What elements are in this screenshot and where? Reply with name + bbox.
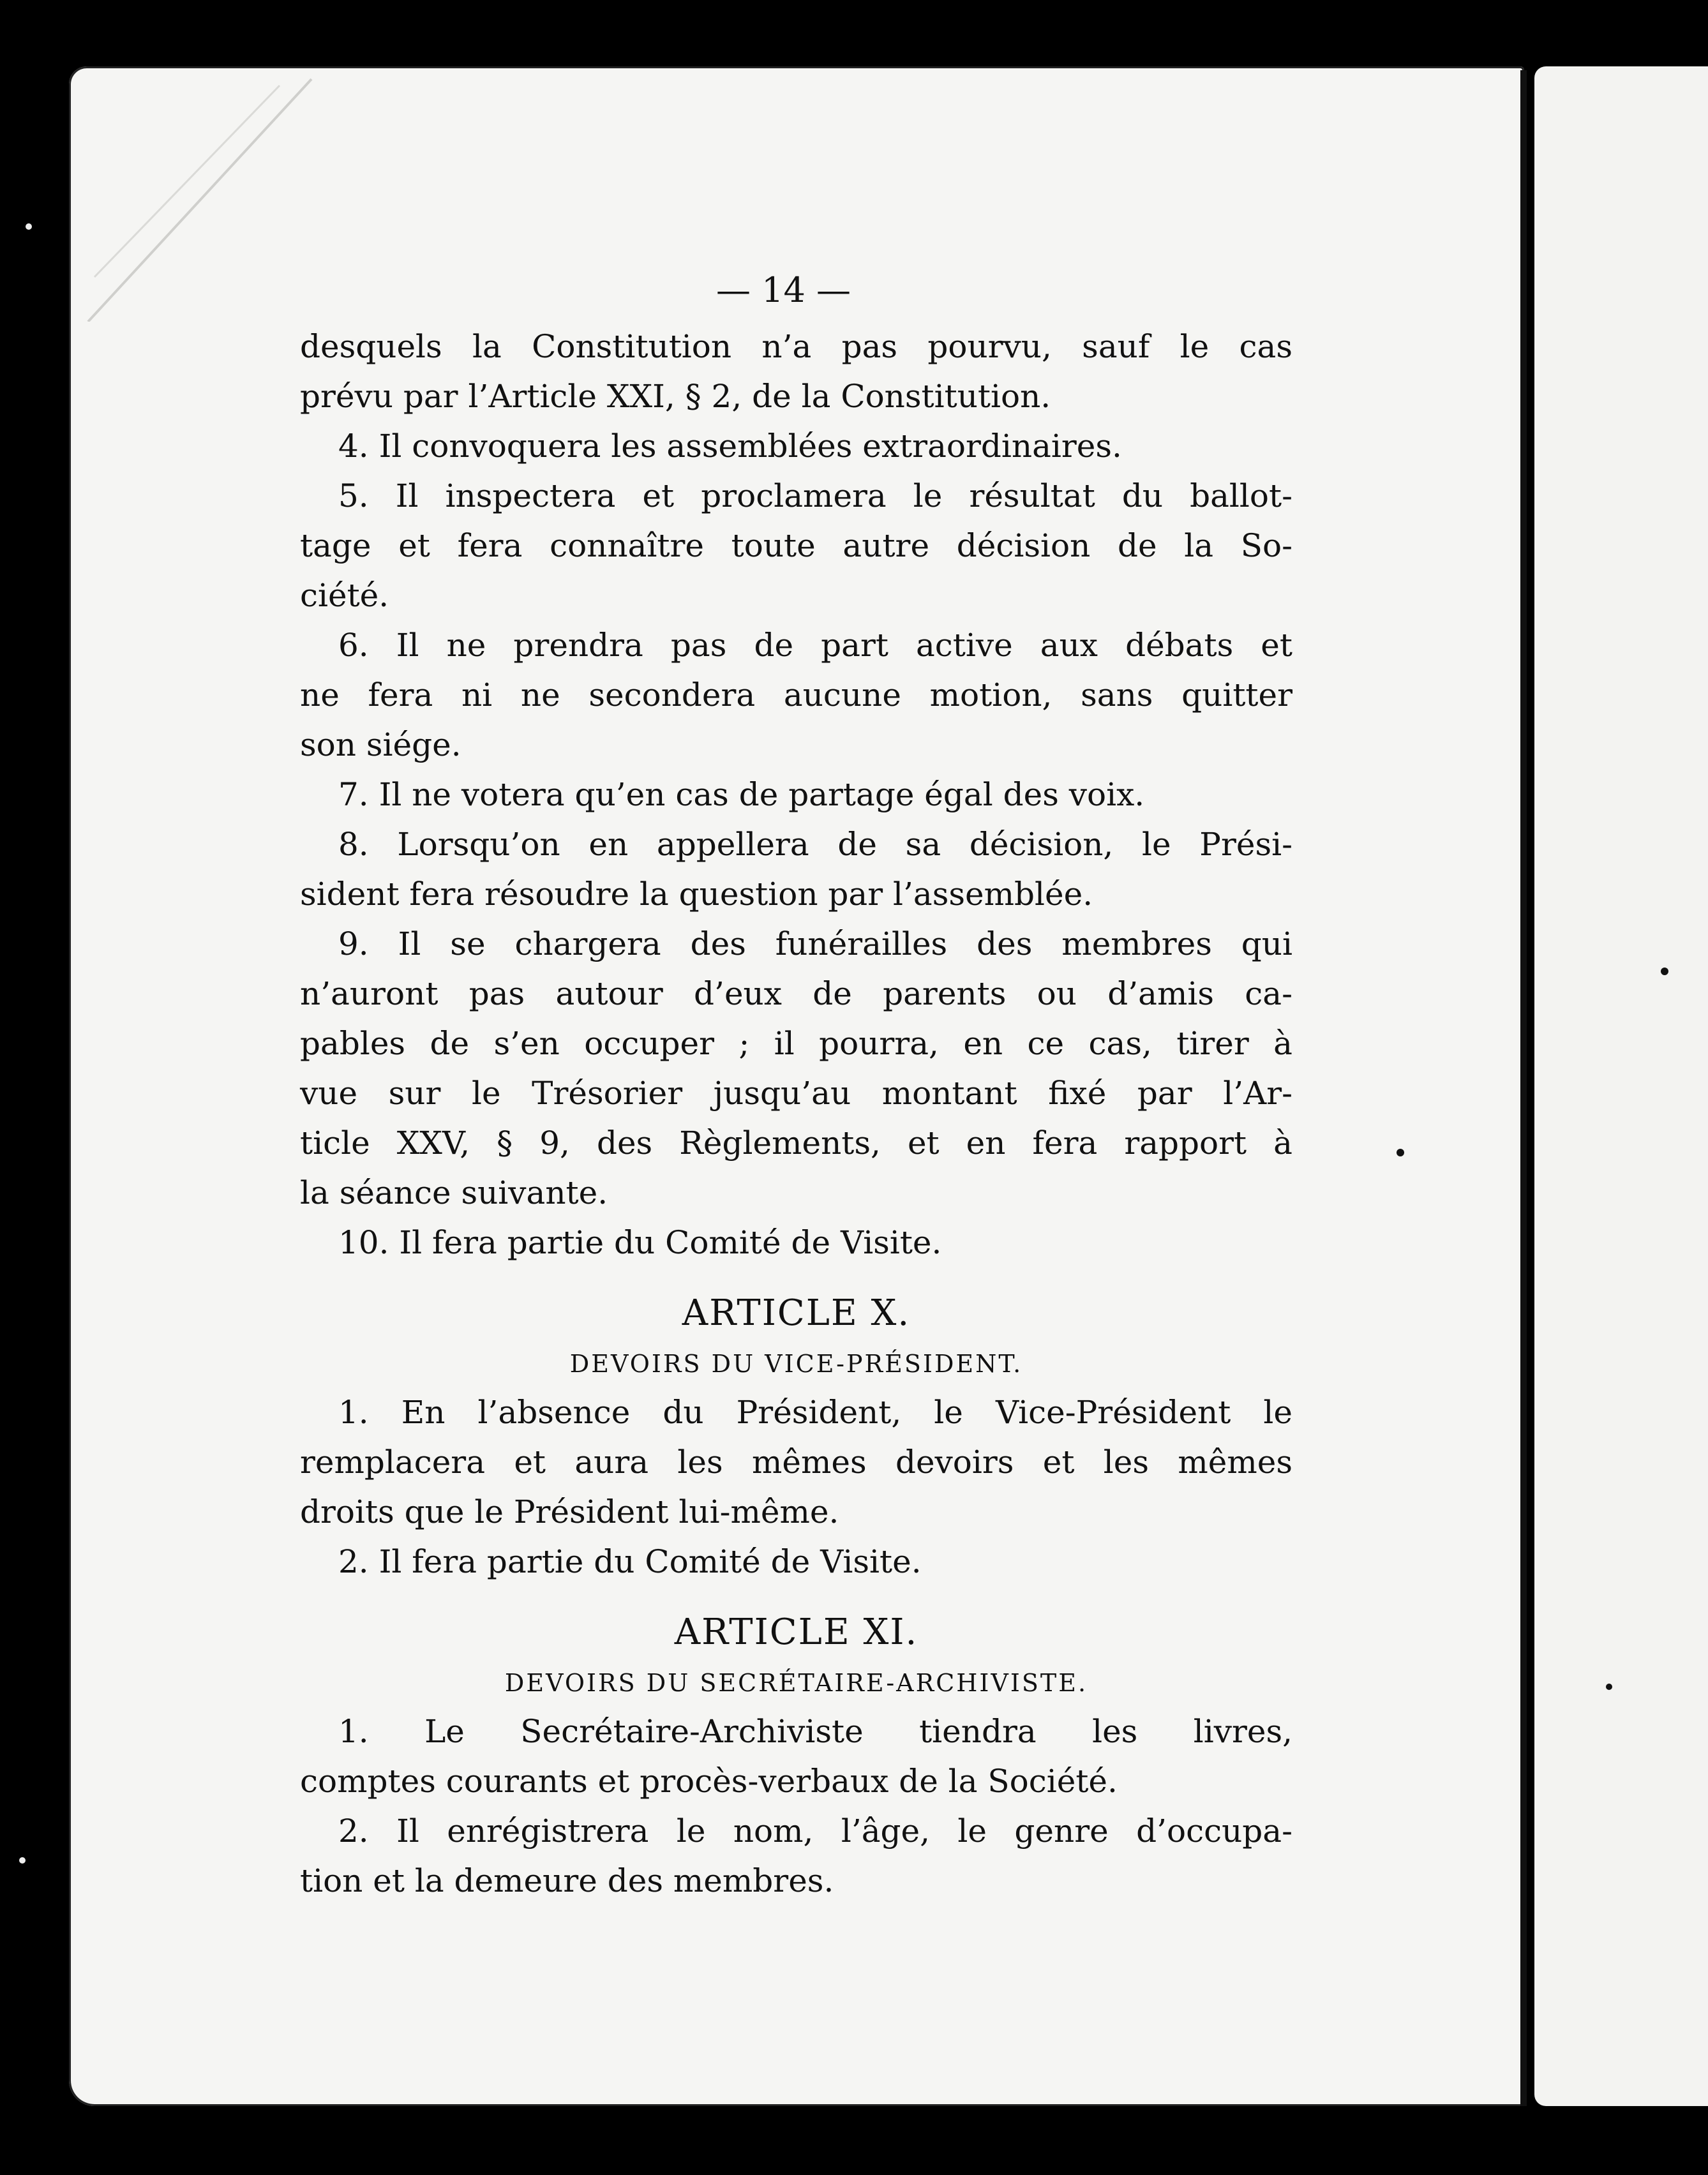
text-line: 7. Il ne votera qu’en cas de partage égal des voix. [338,776,1145,813]
article-xi-title: ARTICLE XI. [674,1611,918,1653]
text-line: la séance suivante. [300,1174,608,1211]
text-line: 2. Il enrégistrera le nom, l’âge, le genre d’occupa- [338,1812,1292,1850]
text-line: 1. En l’absence du Président, le Vice-Président le [338,1394,1292,1431]
text-line: ciété. [300,577,389,614]
scan-speck [26,223,32,230]
text-line: 4. Il convoquera les assemblées extraordinaires. [338,428,1122,465]
scan-speck [19,1857,26,1864]
text-line: tion et la demeure des membres. [300,1862,834,1899]
text-line: 1. Le Secrétaire-Archiviste tiendra les livres, [338,1713,1292,1750]
text-line: comptes courants et procès-verbaux de la Société. [300,1763,1118,1800]
text-line: 8. Lorsqu’on en appellera de sa décision, le Prési- [338,826,1292,863]
ink-speck [1661,968,1668,975]
text-line: ticle XXV, § 9, des Règlements, et en fera rapport à [300,1125,1292,1162]
text-line: vue sur le Trésorier jusqu’au montant fixé par l’Ar- [300,1075,1292,1112]
article-x-title: ARTICLE X. [682,1292,911,1334]
text-line: son siége. [300,726,461,763]
text-line: desquels la Constitution n’a pas pourvu, sauf le cas [300,328,1292,365]
text-line: 9. Il se chargera des funérailles des membres qui [338,925,1292,962]
text-line: droits que le Président lui-même. [300,1493,839,1530]
text-line: sident fera résoudre la question par l’assemblée. [300,876,1093,913]
text-line: 5. Il inspectera et proclamera le résultat du ballot- [338,477,1292,514]
ink-speck [1606,1684,1612,1690]
ink-speck [1397,1149,1404,1156]
page-text [300,268,1292,1906]
text-line: 6. Il ne prendra pas de part active aux débats et [338,627,1292,664]
text-line: 10. Il fera partie du Comité de Visite. [338,1224,942,1261]
book-spine [1520,70,1527,2106]
text-line: remplacera et aura les mêmes devoirs et les mêmes [300,1444,1292,1481]
text-line: pables de s’en occuper ; il pourra, en ce cas, tirer à [300,1025,1292,1062]
page-number: — 14 — [715,270,851,310]
text-line: n’auront pas autour d’eux de parents ou d’amis ca- [300,975,1292,1012]
text-line: tage et fera connaître toute autre décision de la So- [300,527,1292,564]
adjacent-page-edge [1534,66,1708,2106]
text-line: prévu par l’Article XXI, § 2, de la Constitution. [300,378,1051,415]
article-x-subtitle: DEVOIRS DU VICE-PRÉSIDENT. [569,1350,1023,1378]
article-xi-subtitle: DEVOIRS DU SECRÉTAIRE-ARCHIVISTE. [504,1669,1088,1697]
text-line: 2. Il fera partie du Comité de Visite. [338,1543,922,1580]
text-line: ne fera ni ne secondera aucune motion, sans quitter [300,676,1292,714]
